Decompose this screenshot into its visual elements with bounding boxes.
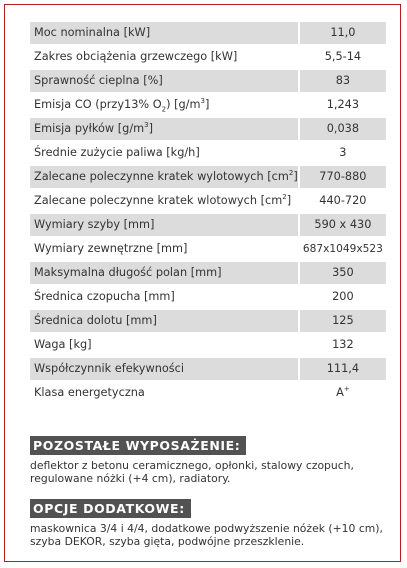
- spec-label: Współczynnik efekywności: [30, 358, 298, 380]
- spec-value: 125: [298, 310, 386, 332]
- spec-row: [30, 286, 386, 308]
- spec-label: [30, 166, 298, 188]
- label-text: ]: [204, 98, 210, 111]
- equipment-description: [30, 459, 385, 485]
- label-subscript: 2: [161, 105, 167, 114]
- equipment-line: deflektor z betonu ceramicznego, opłonki, stalowy czopuch,: [30, 459, 354, 472]
- label-text: Emisja CO (przy13% O: [34, 98, 162, 111]
- label-text: Zalecane poleczynne kratek wylotowych [cm: [34, 170, 289, 183]
- label-text: ]: [286, 194, 292, 207]
- options-line: maskownica 3/4 i 4/4, dodatkowe podwyższenie nóżek (+10 cm),: [30, 522, 383, 535]
- spec-row: [30, 358, 386, 380]
- spec-row: [30, 166, 386, 188]
- spec-row: [30, 334, 386, 356]
- options-heading: OPCJE DODATKOWE:: [30, 499, 191, 518]
- spec-value: [298, 382, 386, 404]
- spec-value: 111,4: [298, 358, 386, 380]
- spec-row: [30, 214, 386, 236]
- spec-label: [30, 118, 298, 140]
- label-superscript: 2: [282, 193, 287, 202]
- label-superscript: 3: [200, 97, 205, 106]
- spec-label: Sprawność cieplna [%]: [30, 70, 298, 92]
- label-text: ]: [148, 122, 154, 135]
- spec-row: [30, 382, 386, 404]
- spec-value: 11,0: [298, 22, 386, 44]
- spec-label: Klasa energetyczna: [30, 382, 298, 404]
- spec-label: Wymiary zewnętrzne [mm]: [30, 238, 298, 260]
- energy-class-letter: A: [336, 386, 344, 399]
- spec-value: 83: [298, 70, 386, 92]
- label-text: Emisja pyłków [g/m: [34, 122, 145, 135]
- spec-row: [30, 238, 386, 260]
- spec-row: [30, 190, 386, 212]
- spec-label: Waga [kg]: [30, 334, 298, 356]
- spec-table: [30, 20, 386, 406]
- spec-value: 590 x 430: [298, 214, 386, 236]
- spec-label: Moc nominalna [kW]: [30, 22, 298, 44]
- spec-label: [30, 190, 298, 212]
- spec-row: [30, 118, 386, 140]
- spec-value: 350: [298, 262, 386, 284]
- label-superscript: 3: [144, 121, 149, 130]
- spec-frame: [4, 4, 401, 562]
- options-line: szyba DEKOR, szyba gięta, podwójne przeszklenie.: [30, 535, 305, 548]
- spec-value: 3: [298, 142, 386, 164]
- spec-label: Średnica czopucha [mm]: [30, 286, 298, 308]
- spec-label: Średnica dolotu [mm]: [30, 310, 298, 332]
- spec-row: [30, 94, 386, 116]
- spec-value: 0,038: [298, 118, 386, 140]
- spec-value: 132: [298, 334, 386, 356]
- equipment-heading: POZOSTAŁE WYPOSAŻENIE:: [30, 436, 246, 455]
- spec-row: [30, 142, 386, 164]
- spec-label: Wymiary szyby [mm]: [30, 214, 298, 236]
- spec-label: Zakres obciążenia grzewczego [kW]: [30, 46, 298, 68]
- spec-label: Maksymalna długość polan [mm]: [30, 262, 298, 284]
- spec-row: [30, 70, 386, 92]
- spec-value: 5,5-14: [298, 46, 386, 68]
- spec-value: 1,243: [298, 94, 386, 116]
- label-superscript: 2: [288, 169, 294, 178]
- spec-label: Średnie zużycie paliwa [kg/h]: [30, 142, 298, 164]
- label-text: Zalecane poleczynne kratek wlotowych [cm: [34, 194, 283, 207]
- spec-label: [30, 94, 298, 116]
- spec-value: 440-720: [298, 190, 386, 212]
- spec-value: 770-880: [298, 166, 386, 188]
- spec-row: [30, 262, 386, 284]
- spec-value: 687x1049x523: [298, 238, 386, 260]
- options-description: [30, 522, 385, 548]
- label-text: ) [g/m: [166, 98, 201, 111]
- spec-row: [30, 22, 386, 44]
- spec-value: 200: [298, 286, 386, 308]
- energy-class-plus: +: [343, 385, 350, 394]
- spec-row: [30, 46, 386, 68]
- label-text: ]: [293, 170, 298, 183]
- spec-row: [30, 310, 386, 332]
- equipment-line: regulowane nóżki (+4 cm), radiatory.: [30, 472, 231, 485]
